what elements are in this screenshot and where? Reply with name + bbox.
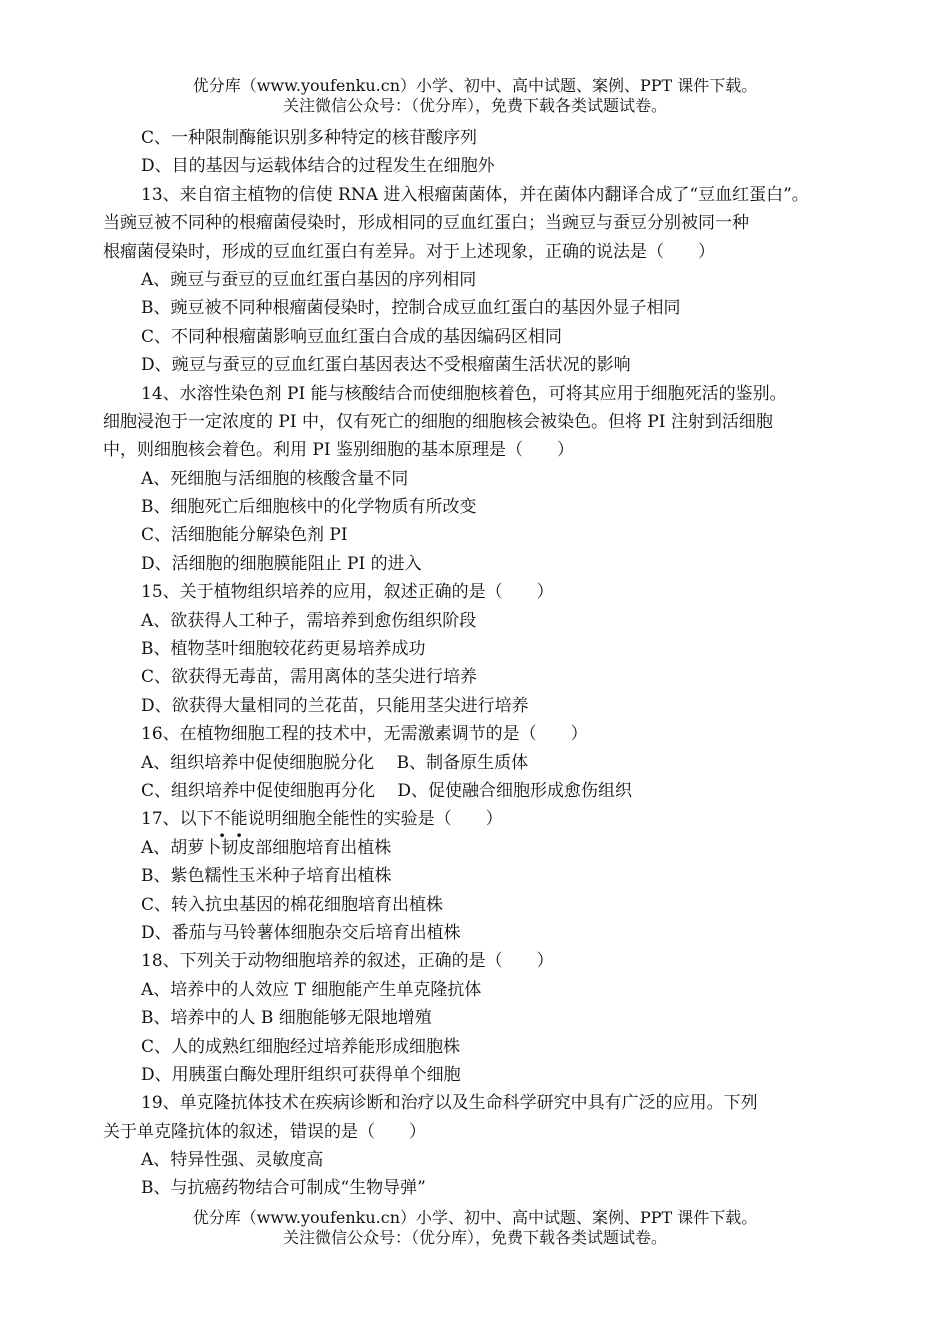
question-18-stem: 18、下列关于动物细胞培养的叙述，正确的是（ ） [141, 951, 554, 972]
question-18-option-d: D、用胰蛋白酶处理肝组织可获得单个细胞 [141, 1064, 461, 1085]
emphasis-char: 能 [230, 809, 248, 830]
question-14-stem: 细胞浸泡于一定浓度的 PI 中，仅有死亡的细胞的细胞核会被染色。但将 PI 注射到活细胞 [103, 411, 773, 432]
question-13-stem: 当豌豆被不同种的根瘤菌侵染时，形成相同的豆血红蛋白；当豌豆与蚕豆分别被同一种 [103, 213, 749, 234]
page-header [0, 76, 950, 116]
question-16-stem: 16、在植物细胞工程的技术中，无需激素调节的是（ ） [141, 724, 588, 745]
question-19-option-b: B、与抗癌药物结合可制成“生物导弹” [141, 1178, 426, 1199]
question-14-option-d: D、活细胞的细胞膜能阻止 PI 的进入 [141, 553, 422, 574]
question-13-stem: 13、来自宿主植物的信使 RNA 进入根瘤菌菌体，并在菌体内翻译合成了“豆血红蛋白”。 [141, 184, 809, 205]
question-19-stem: 19、单克隆抗体技术在疾病诊断和治疗以及生命科学研究中具有广泛的应用。下列 [141, 1093, 758, 1114]
question-14-option-c: C、活细胞能分解染色剂 PI [141, 525, 348, 546]
question-17-option-c: C、转入抗虫基因的棉花细胞培育出植株 [141, 894, 444, 915]
question-17-option-d: D、番茄与马铃薯体细胞杂交后培育出植株 [141, 922, 461, 943]
question-15-stem: 15、关于植物组织培养的应用，叙述正确的是（ ） [141, 582, 554, 603]
question-17-stem [103, 805, 853, 833]
question-14-stem: 14、水溶性染色剂 PI 能与核酸结合而使细胞核着色，可将其应用于细胞死活的鉴别。 [141, 383, 787, 404]
question-18-option-b: B、培养中的人 B 细胞能够无限地增殖 [141, 1008, 432, 1029]
question-13-option-a: A、豌豆与蚕豆的豆血红蛋白基因的序列相同 [141, 269, 477, 290]
question-15-option-a: A、欲获得人工种子，需培养到愈伤组织阶段 [141, 610, 477, 631]
question-19-stem: 关于单克隆抗体的叙述，错误的是（ ） [103, 1121, 426, 1142]
footer-line-1: 优分库（www.youfenku.cn）小学、初中、高中试题、案例、PPT 课件下载。 [192, 1208, 758, 1227]
question-13-option-c: C、不同种根瘤菌影响豆血红蛋白合成的基因编码区相同 [141, 326, 563, 347]
page-footer [0, 1208, 950, 1248]
question-14-option-a: A、死细胞与活细胞的核酸含量不同 [141, 468, 409, 489]
footer-line-2: 关注微信公众号：（优分库），免费下载各类试题试卷。 [282, 1228, 667, 1247]
question-17-prefix: 17、以下 [141, 809, 214, 830]
question-14-stem: 中，则细胞核会着色。利用 PI 鉴别细胞的基本原理是（ ） [103, 440, 574, 461]
question-14-option-b: B、细胞死亡后细胞核中的化学物质有所改变 [141, 497, 477, 518]
question-15-option-b: B、植物茎叶细胞较花药更易培养成功 [141, 639, 426, 660]
question-13-option-b: B、豌豆被不同种根瘤菌侵染时，控制合成豆血红蛋白的基因外显子相同 [141, 298, 681, 319]
question-18-option-a: A、培养中的人效应 T 细胞能产生单克隆抗体 [141, 979, 482, 1000]
question-17-option-a: A、胡萝卜韧皮部细胞培育出植株 [141, 837, 392, 858]
question-16-options-cd: C、组织培养中促使细胞再分化 D、促使融合细胞形成愈伤组织 [141, 780, 633, 801]
question-18-option-c: C、人的成熟红细胞经过培养能形成细胞株 [141, 1036, 461, 1057]
header-line-2: 关注微信公众号：（优分库），免费下载各类试题试卷。 [282, 96, 667, 115]
header-line-1: 优分库（www.youfenku.cn）小学、初中、高中试题、案例、PPT 课件下载。 [192, 76, 758, 95]
question-17-suffix: 说明细胞全能性的实验是（ ） [247, 809, 503, 830]
question-19-option-a: A、特异性强、灵敏度高 [141, 1150, 324, 1171]
option-text: C、一种限制酶能识别多种特定的核苷酸序列 [141, 128, 478, 148]
question-16-options-ab: A、组织培养中促使细胞脱分化 B、制备原生质体 [141, 752, 529, 773]
question-15-option-c: C、欲获得无毒苗，需用离体的茎尖进行培养 [141, 667, 478, 688]
emphasis-char: 不 [213, 809, 231, 830]
option-text: D、目的基因与运载体结合的过程发生在细胞外 [141, 156, 495, 177]
question-13-option-d: D、豌豆与蚕豆的豆血红蛋白基因表达不受根瘤菌生活状况的影响 [141, 355, 631, 376]
question-15-option-d: D、欲获得大量相同的兰花苗，只能用茎尖进行培养 [141, 695, 529, 716]
question-13-stem: 根瘤菌侵染时，形成的豆血红蛋白有差异。对于上述现象，正确的说法是（ ） [103, 241, 715, 262]
document-body [103, 124, 853, 1203]
question-17-option-b: B、紫色糯性玉米种子培育出植株 [141, 866, 392, 887]
